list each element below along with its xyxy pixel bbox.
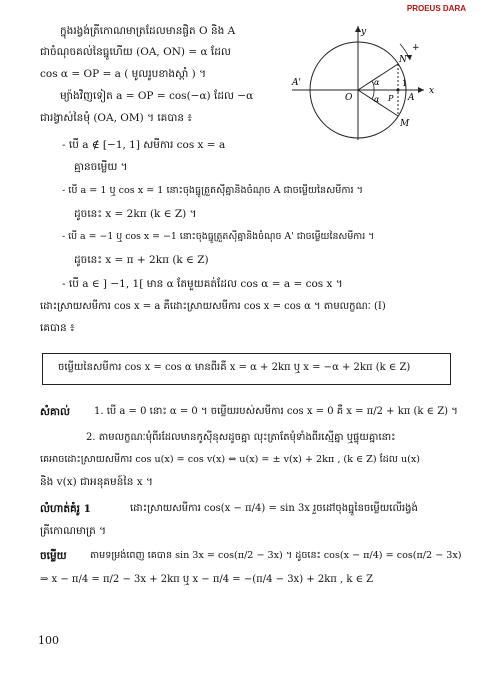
trig-circle-figure xyxy=(282,22,442,142)
page-header-brand: PROEUS DARA xyxy=(406,4,466,13)
solve-line: ដោះស្រាយសមីការ cos x = a គឺដោះស្រាយសមីការ cos x = cos α ។ តាមលក្ខណៈ (I) xyxy=(40,301,386,312)
intro-line-3: cos α = OP = a ( មូលរូបខាងស្តាំ ) ។ xyxy=(40,68,207,80)
solution-line-2: ⇒ x − π/4 = π/2 − 3x + 2kπ ឬ x − π/4 = −(π/4 − 3x) + 2kπ , k ∈ Z xyxy=(40,574,374,585)
solution-line-1: តាមទម្រង់ពេញ គេបាន sin 3x = cos(π/2 − 3x) ។ ដូចនេះ cos(x − π/4) = cos(π/2 − 3x) xyxy=(90,550,462,561)
remark-label: សំគាល់ xyxy=(40,406,70,418)
page-number: 100 xyxy=(38,634,59,647)
intro-line-2: ជាចំណុចគល់នៃធ្នូហើយ (OA, ON) = α ដែល xyxy=(40,46,231,58)
remark-line-4: និង v(x) ជាអនុគមន៍នៃ x ។ xyxy=(40,476,153,488)
label-alpha-bottom: α xyxy=(374,95,380,104)
result-box-text: ចម្លើយនៃសមីការ cos x = cos α មានពីរគឺ x = α + 2kπ ឬ x = −α + 2kπ (k ∈ Z) xyxy=(58,362,411,373)
solve-line-2: គេបាន ៖ xyxy=(40,322,75,334)
orientation-arrow xyxy=(406,55,412,60)
label-plus: + xyxy=(412,43,420,53)
label-A: A xyxy=(408,93,415,103)
case-3-line-1: - បើ a = −1 ឬ cos x = −1 នោះចុងធ្នូត្រួតស៊ីគ្នានិងចំណុច A' ជាចម្លើយនៃសមីការ ។ xyxy=(62,231,375,242)
label-one: 1 xyxy=(402,79,408,88)
case-3-line-2: ដូចនេះ x = π + 2kπ (k ∈ Z) xyxy=(74,254,209,266)
intro-line-1: ក្នុងរង្វង់ត្រីកោណមាត្រដែលមានផ្ចិត O និង A xyxy=(60,25,236,37)
label-P: P xyxy=(388,94,394,103)
label-N: N xyxy=(399,55,407,65)
solution-label: ចម្លើយ xyxy=(40,550,67,562)
label-O: O xyxy=(345,93,353,103)
example-line-2: ត្រីកោណមាត្រ ។ xyxy=(40,525,106,537)
label-M: M xyxy=(400,119,410,129)
remark-line-1: 1. បើ a = 0 នោះ α = 0 ។ ចម្លើយរបស់សមីការ cos x = 0 គឺ x = π/2 + kπ (k ∈ Z) ។ xyxy=(94,406,458,417)
case-2-line-1: - បើ a = 1 ឬ cos x = 1 នោះចុងធ្នូត្រួតស៊ីគ្នានិងចំណុច A ជាចម្លើយនៃសមីការ ។ xyxy=(62,185,363,196)
label-x: x xyxy=(429,86,435,96)
remark-line-3: គេអាចដោះស្រាយសមីការ cos u(x) = cos v(x) ⇔ u(x) = ± v(x) + 2kπ , (k ∈ Z) ដែល u(x) xyxy=(40,454,421,465)
case-2-line-2: ដូចនេះ x = 2kπ (k ∈ Z) ។ xyxy=(74,208,197,220)
point-P xyxy=(396,88,399,91)
intro-line-5: ជារង្វាស់នៃមុំ (OA, OM) ។ គេបាន ៖ xyxy=(40,112,192,124)
label-A-prime: A' xyxy=(292,78,301,88)
label-alpha-top: α xyxy=(374,78,380,87)
example-line-1: ដោះស្រាយសមីការ cos(x − π/4) = sin 3x រួចដៅចុងធ្នូនៃចម្លើយលើរង្វង់ xyxy=(130,503,418,514)
case-1-line-1: - បើ a ∉ [−1, 1] សមីការ cos x = a xyxy=(62,139,226,151)
case-4-line-1: - បើ a ∈ ] −1, 1[ មាន α តែមួយគត់ដែល cos α = a = cos x ។ xyxy=(62,278,343,290)
example-label: លំហាត់គំរូ 1 xyxy=(40,503,91,515)
x-axis-arrow xyxy=(418,87,424,93)
intro-line-4: ម្យ៉ាងវិញទៀត a = OP = cos(−α) ដែល −α xyxy=(60,90,254,102)
label-y: y xyxy=(361,27,367,37)
case-1-line-2: គ្មានចម្លើយ ។ xyxy=(74,161,128,173)
remark-line-2: 2. តាមលក្ខណៈមុំពីរដែលមានកូស៊ីនុសដូចគ្នា លុះត្រាតែមុំទាំងពីរស្មើគ្នា ឬផ្ទុយគ្នានោះ xyxy=(86,432,396,443)
